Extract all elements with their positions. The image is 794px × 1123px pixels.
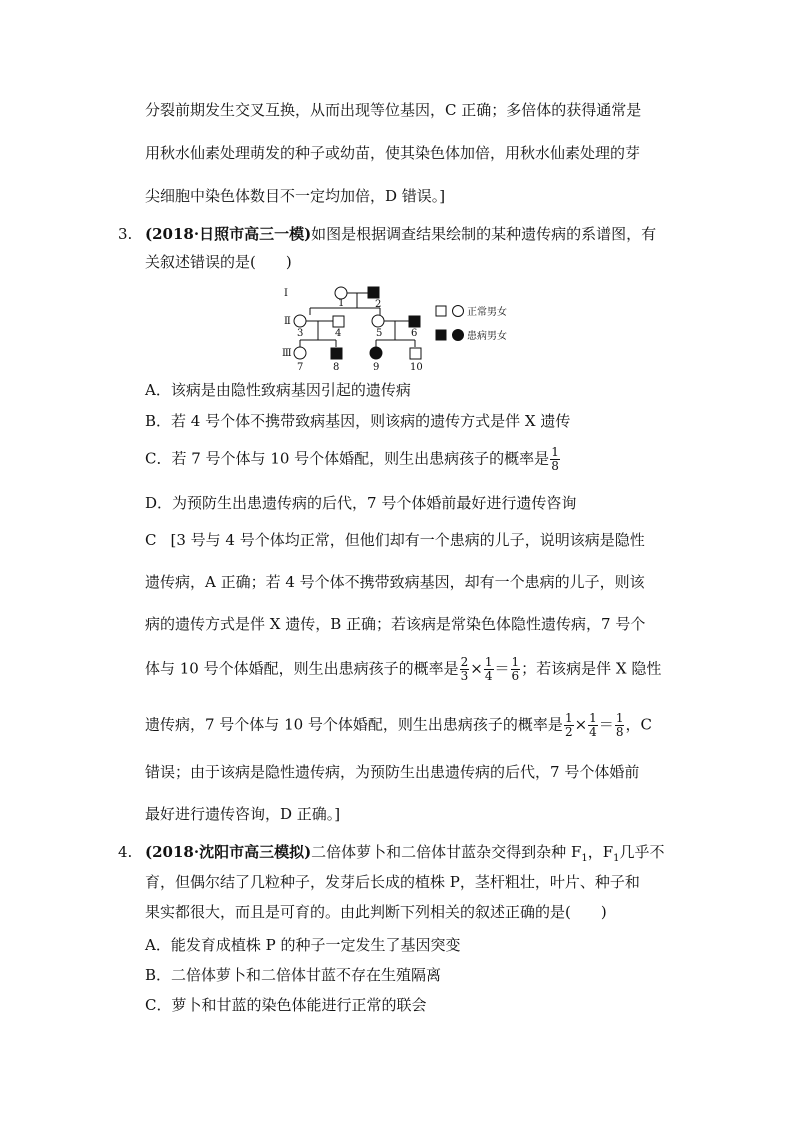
individual-3-normal-female xyxy=(294,315,306,327)
fraction: $\frac{2}{3}$ xyxy=(460,655,469,683)
option-c xyxy=(145,446,561,473)
option-c: C．萝卜和甘蓝的染色体能进行正常的联会 xyxy=(145,996,427,1014)
question-stem: 育，但偶尔结了几粒种子，发芽后长成的植株 P，茎杆粗壮，叶片、种子和 xyxy=(145,873,640,891)
explanation-line: 错误；由于该病是隐性遗传病，为预防生出患遗传病的后代，7 号个体婚前 xyxy=(145,763,640,781)
legend-normal-female xyxy=(453,306,464,317)
question-number: 4. xyxy=(118,843,133,861)
legend-normal-label: 正常男女 xyxy=(467,307,507,318)
option-a: A．该病是由隐性致病基因引起的遗传病 xyxy=(145,381,411,399)
fraction: $\frac{1}{8}$ xyxy=(551,445,559,473)
legend-affected-label: 患病男女 xyxy=(467,331,507,342)
answer-explanation: C [3 号与 4 号个体均正常，但他们却有一个患病的儿子，说明该病是隐性 xyxy=(145,531,645,549)
individual-10-normal-male xyxy=(410,348,421,359)
question-stem: 果实都很大，而且是可育的。由此判断下列相关的叙述正确的是( ) xyxy=(145,903,607,921)
individual-id: 2 xyxy=(375,299,382,310)
individual-8-affected-male xyxy=(331,348,342,359)
option-b: B．二倍体萝卜和二倍体甘蓝不存在生殖隔离 xyxy=(145,966,442,984)
individual-7-normal-female xyxy=(294,347,306,359)
legend-affected-male xyxy=(436,330,446,340)
fraction: $\frac{1}{4}$ xyxy=(484,655,493,683)
question-source: (2018·沈阳市高三模拟) xyxy=(145,843,312,861)
option-a: A．能发育成植株 P 的种子一定发生了基因突变 xyxy=(145,936,461,954)
explanation-line: 遗传病，7 号个体与 10 号个体婚配，则生出患病孩子的概率是 $\frac{1}{2}$ × $\frac{1}{4}$ ＝ $\frac{1}{8}$ ，C xyxy=(145,711,652,739)
question-source: (2018·日照市高三一模) xyxy=(145,225,312,243)
individual-id: 8 xyxy=(333,362,340,373)
explanation-line: 尖细胞中染色体数目不一定均加倍，D 错误。] xyxy=(145,187,446,205)
individual-5-normal-female xyxy=(372,315,384,327)
explanation-line: 体与 10 号个体婚配，则生出患病孩子的概率是 $\frac{2}{3}$ × $\frac{1}{4}$ ＝ $\frac{1}{6}$ ；若该病是伴 X 隐性 xyxy=(145,655,662,683)
explanation-line: 病的遗传方式是伴 X 遗传，B 正确；若该病是常染色体隐性遗传病，7 号个 xyxy=(145,615,646,633)
question-text: 如图是根据调查结果绘制的某种遗传病的系谱图，有 xyxy=(311,225,657,243)
explanation-line: 遗传病，A 正确；若 4 号个体不携带致病基因，却有一个患病的儿子，则该 xyxy=(145,573,645,591)
answer-letter: C xyxy=(145,531,157,549)
individual-id: 9 xyxy=(373,362,380,373)
legend-normal-male xyxy=(436,306,446,316)
question-stem: (2018·沈阳市高三模拟)二倍体萝卜和二倍体甘蓝杂交得到杂种 $F_1$，$F_1$几乎不 xyxy=(145,843,665,864)
question-number: 3. xyxy=(118,225,133,243)
individual-id: 7 xyxy=(297,362,304,373)
individual-id: 4 xyxy=(335,328,342,339)
individual-2-affected-male xyxy=(368,287,379,298)
question-stem xyxy=(145,224,656,244)
individual-id: 10 xyxy=(410,362,423,373)
question-stem: 关叙述错误的是( ) xyxy=(145,253,292,271)
individual-id: 3 xyxy=(297,328,304,339)
individual-id: 6 xyxy=(411,328,418,339)
fraction: $\frac{1}{2}$ xyxy=(564,711,573,739)
legend-affected-female xyxy=(453,330,464,341)
explanation-line: 最好进行遗传咨询，D 正确。] xyxy=(145,805,341,823)
generation-label: Ⅱ xyxy=(284,316,291,327)
option-d: D．为预防生出患遗传病的后代，7 号个体婚前最好进行遗传咨询 xyxy=(145,494,577,512)
option-c-text: C．若 7 号个体与 10 号个体婚配，则生出患病孩子的概率是 xyxy=(145,449,550,468)
option-b: B．若 4 号个体不携带致病基因，则该病的遗传方式是伴 X 遗传 xyxy=(145,412,571,430)
generation-label: Ⅰ xyxy=(284,288,288,299)
pedigree-diagram xyxy=(270,278,540,374)
individual-id: 1 xyxy=(338,298,345,309)
fraction: $\frac{1}{6}$ xyxy=(511,655,520,683)
explanation-line: 分裂前期发生交叉互换，从而出现等位基因，C 正确；多倍体的获得通常是 xyxy=(145,101,642,119)
fraction: $\frac{1}{8}$ xyxy=(615,711,624,739)
generation-label: Ⅲ xyxy=(282,348,292,359)
fraction: $\frac{1}{4}$ xyxy=(589,711,597,739)
individual-6-affected-male xyxy=(409,316,420,327)
individual-4-normal-male xyxy=(333,316,344,327)
explanation-line: 用秋水仙素处理萌发的种子或幼苗，使其染色体加倍，用秋水仙素处理的芽 xyxy=(145,144,641,162)
individual-9-affected-female xyxy=(370,347,382,359)
individual-id: 5 xyxy=(376,328,383,339)
